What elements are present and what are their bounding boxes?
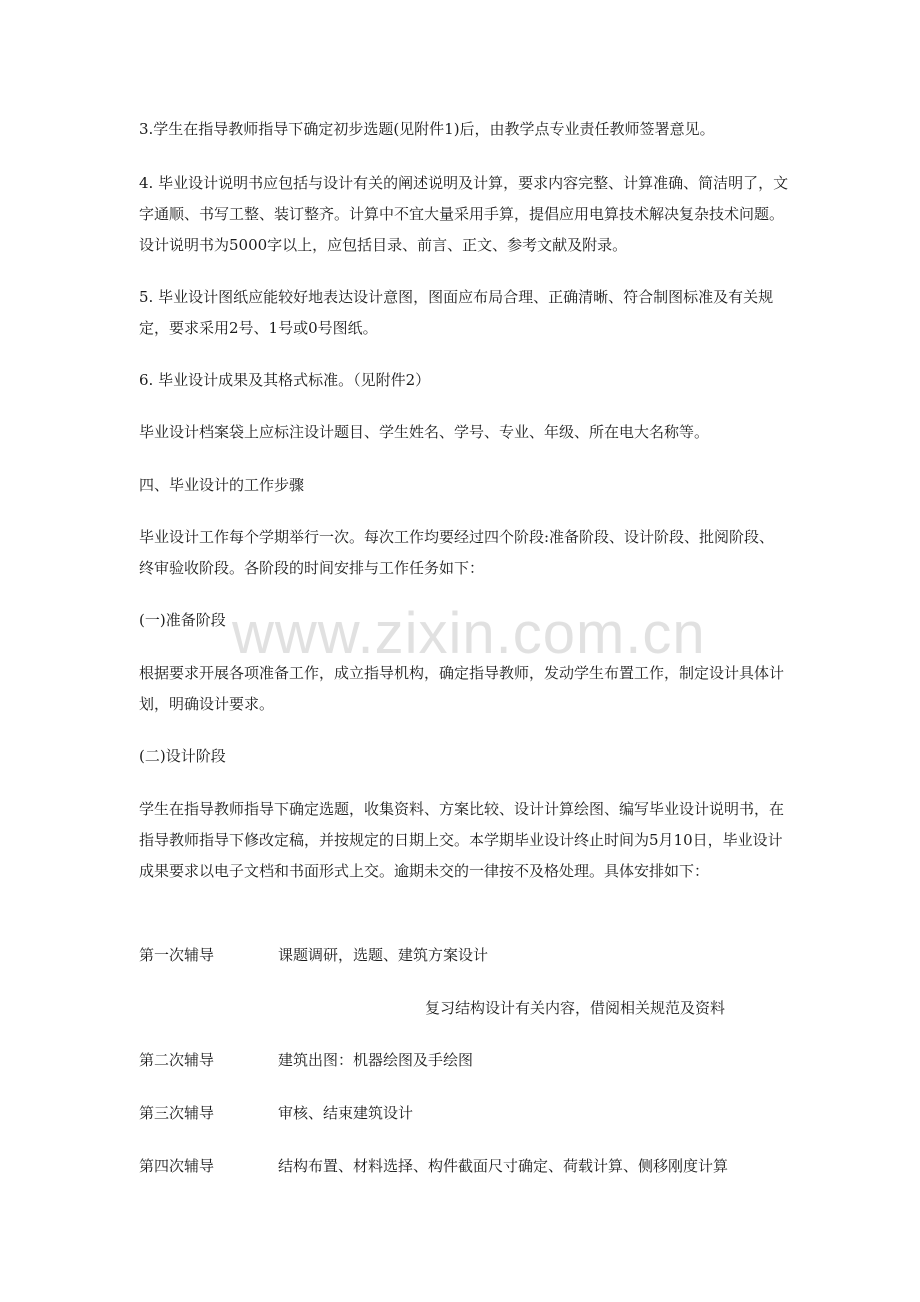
watermark: www.zixin.com.cn [232,601,706,666]
subheading-design: (二)设计阶段 [139,747,226,765]
schedule-task-3: 审核、结束建筑设计 [278,1104,414,1122]
paragraph-item6: 6. 毕业设计成果及其格式标准。（见附件2） [139,371,431,389]
paragraph-design: 学生在指导教师指导下确定选题，收集资料、方案比较、设计计算绘图、编写毕业设计说明书，在指导教师指导下修改定稿，并按规定的日期上交。本学期毕业设计终止时间为5月10日，毕业设计成果要求以电子文档和书面形式上交。逾期未交的一律按不及格处理。具体安排如下： [139,800,785,880]
paragraph-archive-bag: 毕业设计档案袋上应标注设计题目、学生姓名、学号、专业、年级、所在电大名称等。 [139,423,710,441]
paragraph-stages-intro: 毕业设计工作每个学期举行一次。每次工作均要经过四个阶段:准备阶段、设计阶段、批阅阶段、终审验收阶段。各阶段的时间安排与工作任务如下： [139,528,775,577]
schedule-task-1-extra: 复习结构设计有关内容，借阅相关规范及资料 [425,999,726,1017]
paragraph-preparation: 根据要求开展各项准备工作，成立指导机构，确定指导教师，发动学生布置工作，制定设计具体计划，明确设计要求。 [139,664,785,713]
paragraph-item4: 4. 毕业设计说明书应包括与设计有关的阐述说明及计算，要求内容完整、计算准确、简洁明了，文字通顺、书写工整、装订整齐。计算中不宜大量采用手算，提倡应用电算技术解决复杂技术问题。设计说明书为5000字以上，应包括目录、前言、正文、参考文献及附录。 [139,174,789,254]
schedule-task-1: 课题调研，选题、建筑方案设计 [278,946,489,964]
subheading-preparation: (一)准备阶段 [139,611,226,629]
section-heading-steps: 四、毕业设计的工作步骤 [139,476,305,494]
schedule-label-4: 第四次辅导 [139,1157,215,1175]
schedule-task-2: 建筑出图：机器绘图及手绘图 [278,1051,474,1069]
paragraph-item3: 3.学生在指导教师指导下确定初步选题(见附件1)后，由教学点专业责任教师签署意见。 [139,120,715,138]
schedule-label-1: 第一次辅导 [139,946,215,964]
schedule-label-3: 第三次辅导 [139,1104,215,1122]
schedule-task-4: 结构布置、材料选择、构件截面尺寸确定、荷载计算、侧移刚度计算 [278,1157,729,1175]
schedule-label-2: 第二次辅导 [139,1051,215,1069]
paragraph-item5: 5. 毕业设计图纸应能较好地表达设计意图，图面应布局合理、正确清晰、符合制图标准及有关规定，要求采用2号、1号或0号图纸。 [139,288,774,337]
